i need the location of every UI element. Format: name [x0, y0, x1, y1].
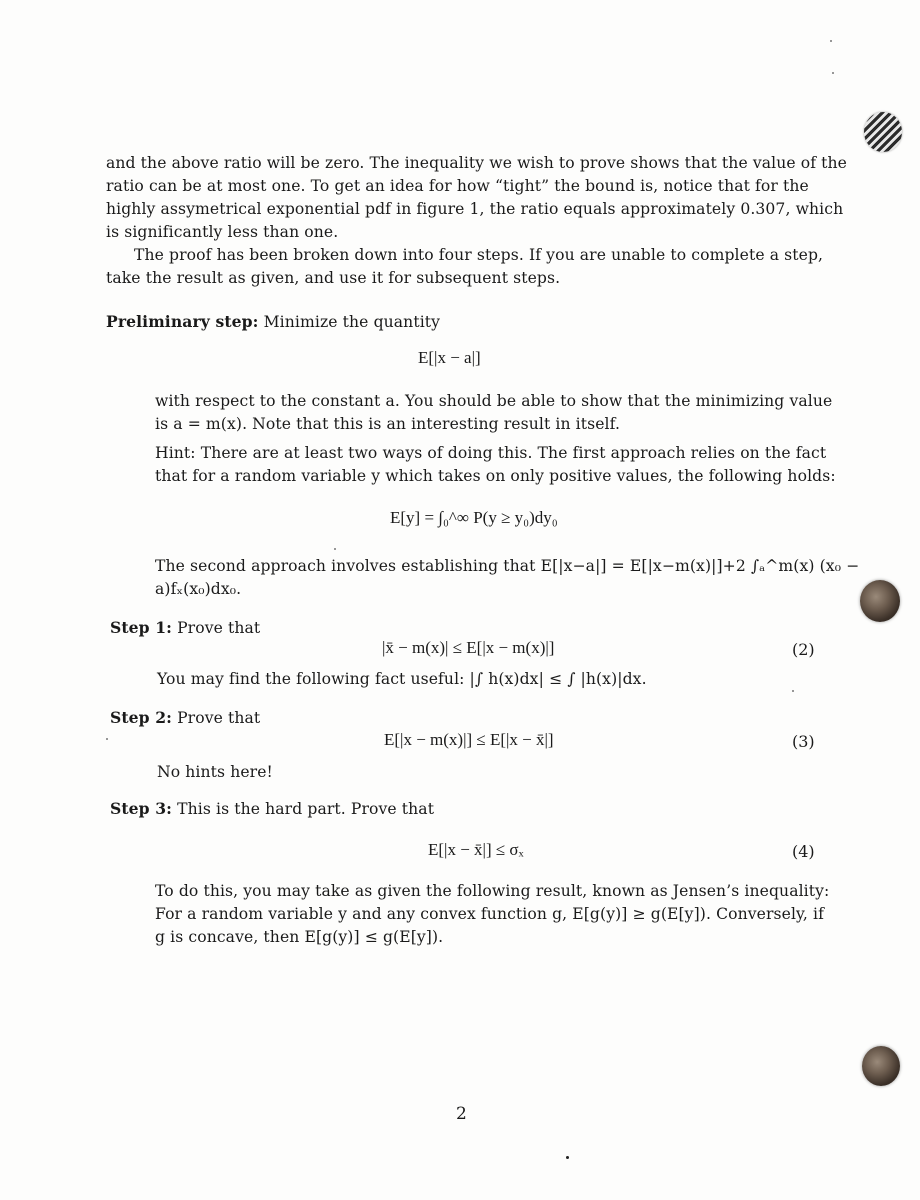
- step3-line-2: For a random variable y and any convex function g, E[g(y)] ≥ g(E[y]). Conversely, if: [155, 905, 824, 923]
- step1-note: You may find the following fact useful: |∫ h(x)dx| ≤ ∫ |h(x)|dx.: [157, 670, 647, 688]
- intro-line-2: ratio can be at most one. To get an idea for how “tight” the bound is, notice that for the: [106, 177, 809, 195]
- step1-text: Prove that: [177, 619, 261, 637]
- step2-label: Step 2:: [110, 708, 173, 727]
- step3-label: Step 3:: [110, 799, 173, 818]
- page-number: 2: [456, 1104, 467, 1124]
- preliminary-label: Preliminary step:: [106, 312, 259, 331]
- speck: [566, 1156, 569, 1159]
- step1-equation-number: (2): [792, 640, 815, 659]
- preliminary-hint-2: that for a random variable y which takes on only positive values, the following holds:: [155, 467, 836, 485]
- intro-paragraph: [106, 152, 848, 244]
- expectation-integral-equation: E[y] = ∫₀^∞ P(y ≥ y₀)dy₀: [390, 508, 558, 527]
- binder-hole-bottom: [862, 1046, 900, 1086]
- speck: [830, 40, 832, 42]
- step3-heading: [110, 797, 434, 821]
- intro-line-4: is significantly less than one.: [106, 223, 339, 241]
- preliminary-hint-1: Hint: There are at least two ways of doing this. The first approach relies on the fact: [155, 444, 827, 462]
- preliminary-second-2: a)fₓ(x₀)dx₀.: [155, 580, 242, 598]
- step3-line-3: g is concave, then E[g(y)] ≤ g(E[y]).: [155, 928, 444, 946]
- intro-line-1: and the above ratio will be zero. The inequality we wish to prove shows that the value of the: [106, 154, 848, 172]
- preliminary-second-1: The second approach involves establishing that E[|x−a|] = E[|x−m(x)|]+2 ∫ₐ^m(x) (x₀ −: [155, 557, 860, 575]
- step3-equation-number: (4): [792, 842, 815, 861]
- binder-hole-middle: [860, 580, 900, 622]
- speck: [832, 72, 834, 74]
- step2-note: No hints here!: [157, 763, 273, 781]
- preliminary-second-approach: [155, 555, 860, 601]
- step2-equation-number: (3): [792, 732, 815, 751]
- step3-text: This is the hard part. Prove that: [177, 800, 435, 818]
- step1-heading: [110, 616, 260, 640]
- preliminary-heading: [106, 310, 440, 334]
- preliminary-body: [155, 390, 836, 488]
- step3-equation: E[|x − x̄|] ≤ σₓ: [428, 840, 524, 859]
- step2-text: Prove that: [177, 709, 261, 727]
- step2-heading: [110, 706, 260, 730]
- binder-hole-top: [864, 112, 902, 152]
- preliminary-after-1: with respect to the constant a. You should be able to show that the minimizing value: [155, 392, 833, 410]
- step3-line-1: To do this, you may take as given the following result, known as Jensen’s inequality:: [155, 882, 830, 900]
- proof-line-2: take the result as given, and use it for subsequent steps.: [106, 269, 561, 287]
- proof-paragraph: [106, 244, 824, 290]
- speck: [792, 690, 794, 692]
- step1-label: Step 1:: [110, 618, 173, 637]
- step1-equation: |x̄ − m(x)| ≤ E[|x − m(x)|]: [382, 638, 555, 657]
- proof-line-1: The proof has been broken down into four steps. If you are unable to complete a step,: [134, 246, 824, 264]
- preliminary-text: Minimize the quantity: [263, 313, 441, 331]
- preliminary-after-2: is a = m(x). Note that this is an interesting result in itself.: [155, 415, 621, 433]
- step2-equation: E[|x − m(x)|] ≤ E[|x − x̄|]: [384, 730, 554, 749]
- step3-body: [155, 880, 830, 949]
- intro-line-3: highly assymetrical exponential pdf in figure 1, the ratio equals approximately 0.307, which: [106, 200, 844, 218]
- speck: [106, 738, 108, 740]
- preliminary-equation: E[|x − a|]: [418, 348, 481, 367]
- speck: [334, 548, 336, 550]
